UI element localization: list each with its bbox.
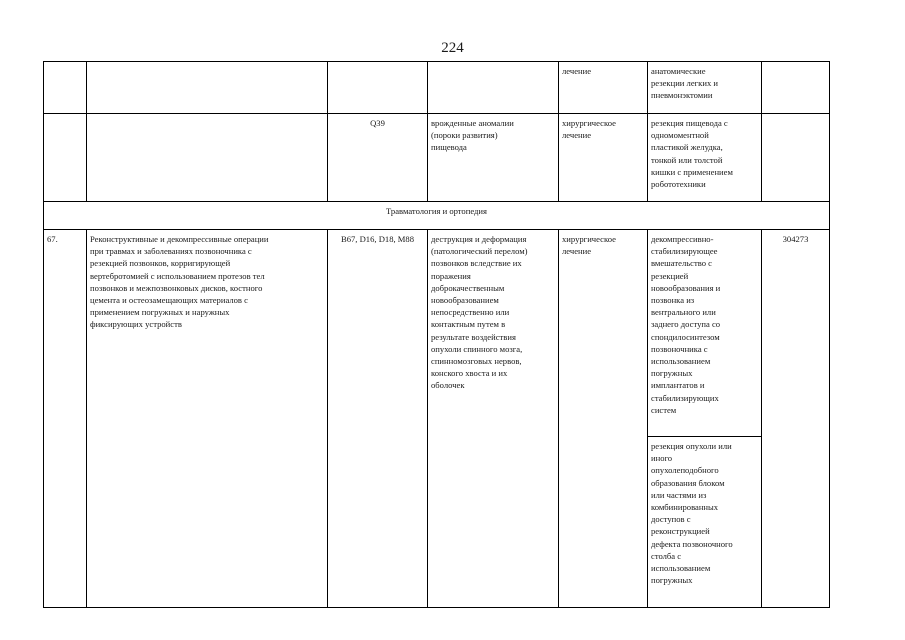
treatment-method-text: резекция пищевода с одномоментной пластикой желудка, тонкой или толстой кишки с применением робототехники (651, 118, 733, 190)
patient-model-text: деструкция и деформация (патологический перелом) позвонков вследствие их поражения доброкачественным новообразованием непосредственно или контактным путем в результате воздействия опухоли спинного мозга, спинномозговых нервов, конского хвоста и их оболочек (431, 234, 528, 391)
treatment-type-cell (559, 230, 648, 608)
row-number-cell (44, 62, 87, 114)
table-row (44, 114, 830, 202)
cost-cell (762, 114, 830, 202)
care-name-cell (87, 114, 328, 202)
treatment-method-cell (648, 230, 762, 437)
treatment-method-text: анатомические резекции легких и пневмонэктомии (651, 66, 718, 101)
treatment-method-cell (648, 62, 762, 114)
icd-code-cell (328, 114, 428, 202)
treatment-method-text: резекция опухоли или иного опухолеподобного образования блоком или частями из комбинированных доступов с реконструкцией дефекта позвоночного столба с использованием погружных (651, 441, 733, 586)
treatment-type-cell (559, 62, 648, 114)
treatment-type-text: хирургическое лечение (562, 118, 616, 141)
care-name-cell (87, 230, 328, 608)
table-row (44, 230, 830, 437)
care-name-text: Реконструктивные и декомпрессивные операции при травмах и заболеваниях позвоночника с резекцией позвонков, корригирующей вертебротомией с использованием протезов тел позвонков и межпозвонковых дисков, костного цемента и остеозамещающих материалов с применением погружных и наружных фиксирующих устройств (90, 234, 269, 330)
row-number-cell (44, 230, 87, 608)
section-title: Травматология и ортопедия (386, 206, 487, 216)
row-number-cell (44, 114, 87, 202)
patient-model-text: врожденные аномалии (пороки развития) пищевода (431, 118, 514, 153)
table-row (44, 62, 830, 114)
cost-value: 304273 (782, 234, 809, 244)
icd-code-text: Q39 (370, 118, 385, 128)
cost-cell (762, 62, 830, 114)
page-number: 224 (441, 40, 464, 56)
medical-care-table (43, 61, 830, 608)
icd-code-cell (328, 62, 428, 114)
section-title-cell (44, 202, 830, 230)
cost-cell (762, 230, 830, 608)
row-number: 67. (47, 234, 58, 244)
icd-code-text: B67, D16, D18, M88 (340, 234, 415, 244)
patient-model-cell (428, 230, 559, 608)
care-name-cell (87, 62, 328, 114)
treatment-method-cell (648, 114, 762, 202)
patient-model-cell (428, 62, 559, 114)
patient-model-cell (428, 114, 559, 202)
treatment-method-cell (648, 437, 762, 608)
section-row (44, 202, 830, 230)
treatment-method-text: декомпрессивно- стабилизирующее вмешательство с резекцией новообразования и позвонка из вентрального или заднего доступа со спондилосинтезом позвоночника с использованием погружных имплантатов и стабилизирующих систем (651, 234, 721, 415)
treatment-type-text: хирургическое лечение (562, 234, 616, 257)
treatment-type-text: лечение (562, 66, 592, 76)
treatment-type-cell (559, 114, 648, 202)
icd-code-cell (328, 230, 428, 608)
